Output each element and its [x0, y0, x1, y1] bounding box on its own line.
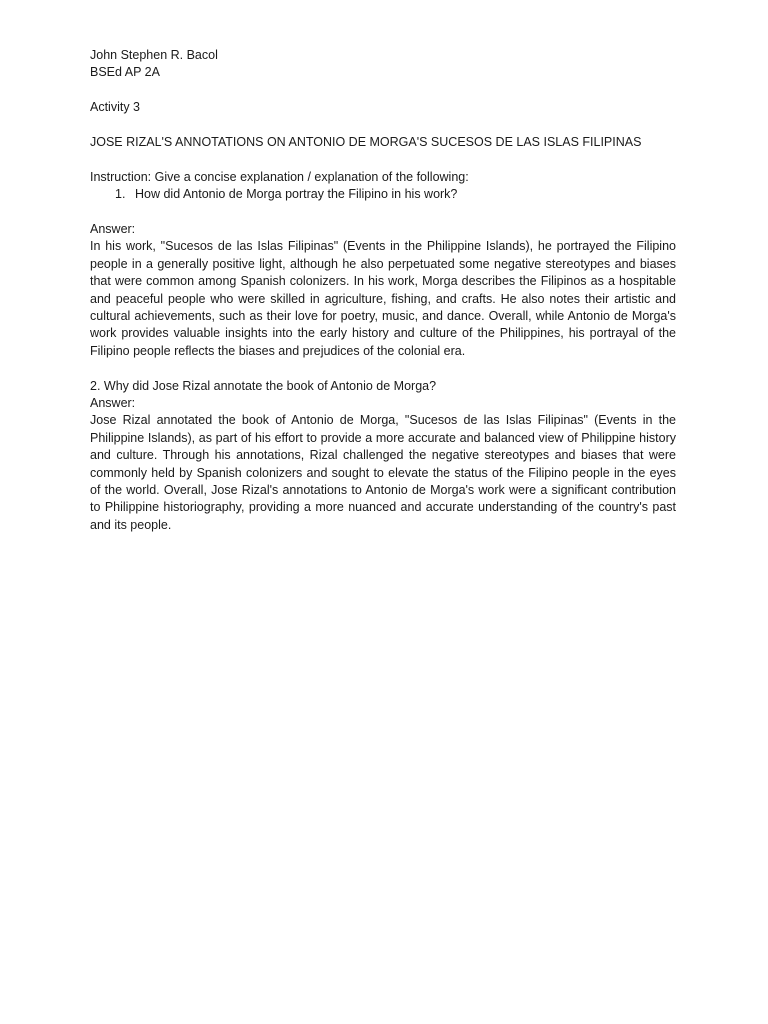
question-1-text: How did Antonio de Morga portray the Filipino in his work?: [135, 187, 458, 202]
author-section: BSEd AP 2A: [90, 65, 160, 80]
question-2-answer-label: Answer:: [90, 396, 136, 411]
activity-label: Activity 3: [90, 100, 141, 115]
question-1-number: 1.: [115, 187, 126, 202]
question-1-answer: In his work, "Sucesos de las Islas Filipinas" (Events in the Philippine Islands), he portrayed the Filipino people in a generally positive light, although he also perpetuated some negative stereotypes and biases that were common among Spanish colonizers. In his work, Morga describes the Filipinos as a hospitable and peaceful people who were skilled in agriculture, fishing, and crafts. He also notes their artistic and cultural achievements, such as their love for poetry, music, and dance. Overall, while Antonio de Morga's work provides valuable insights into the early history and culture of the Philippines, his portrayal of the Filipino people reflects the biases and prejudices of the colonial era.: [90, 239, 676, 358]
instruction-text: Instruction: Give a concise explanation / explanation of the following:: [90, 169, 469, 184]
document-title: JOSE RIZAL'S ANNOTATIONS ON ANTONIO DE MORGA'S SUCESOS DE LAS ISLAS FILIPINAS: [90, 135, 642, 149]
question-1-answer-label: Answer:: [90, 222, 136, 236]
document-body: [90, 47, 676, 534]
author-name: John Stephen R. Bacol: [90, 48, 218, 62]
question-2-text: 2. Why did Jose Rizal annotate the book of Antonio de Morga?: [90, 378, 437, 393]
question-2-answer: Jose Rizal annotated the book of Antonio de Morga, "Sucesos de las Islas Filipinas" (Events in the Philippine Islands), as part of his effort to provide a more accurate and balanced view of Philippine history and culture. Through his annotations, Rizal challenged the negative stereotypes and biases that were commonly held by Spanish colonizers and sought to elevate the status of the Filipino people in the eyes of the world. Overall, Jose Rizal's annotations to Antonio de Morga's work were a significant contribution to Philippine historiography, providing a more nuanced and accurate understanding of the country's past and its people.: [90, 413, 676, 532]
question-1: [90, 186, 676, 203]
